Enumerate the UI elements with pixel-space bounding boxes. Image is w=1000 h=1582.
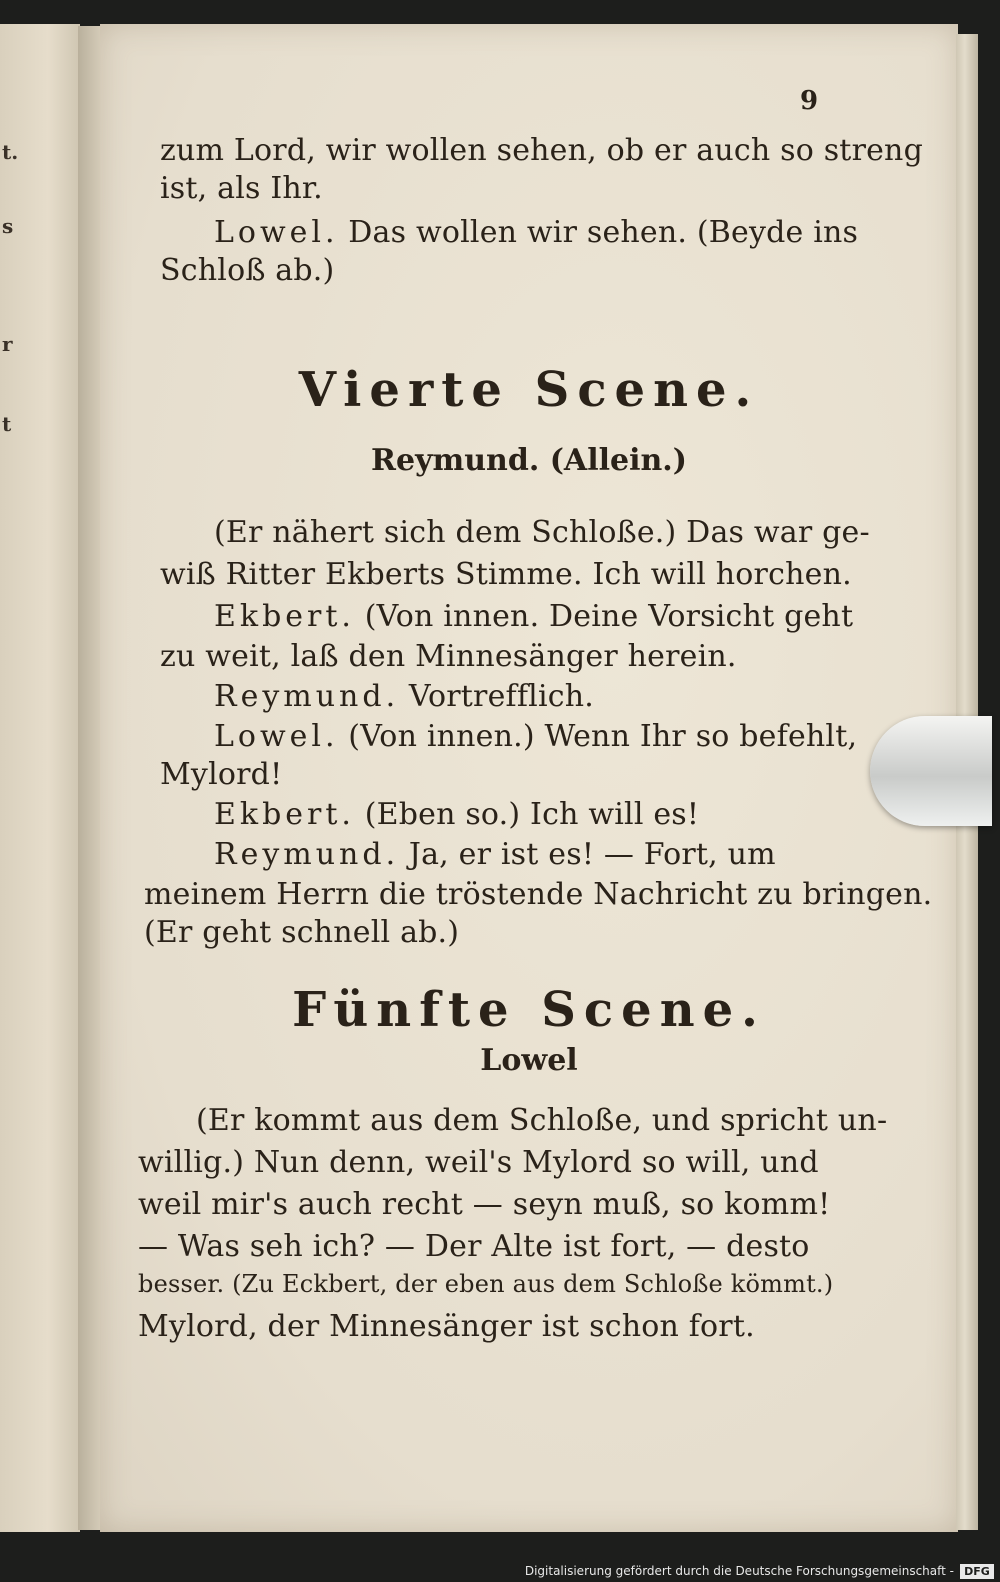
dfg-logo: DFG: [960, 1564, 994, 1579]
text-line: wiß Ritter Ekberts Stimme. Ich will horchen.: [160, 557, 852, 592]
text-line: (Er kommt aus dem Schloße, und spricht un-: [196, 1103, 888, 1138]
page-number: 9: [800, 86, 819, 116]
scene-cast: Lowel: [480, 1043, 578, 1078]
text-line: (Er nähert sich dem Schloße.) Das war ge-: [214, 515, 870, 550]
left-page-fragment: r: [2, 332, 13, 356]
speech-line: [214, 797, 700, 832]
speech-line: [214, 679, 594, 714]
text-line: ist, als Ihr.: [160, 171, 323, 206]
left-page-fragment: t: [2, 412, 12, 436]
speaker-name: Ekbert.: [214, 599, 355, 634]
text-line: weil mir's auch recht — seyn muß, so komm!: [138, 1187, 831, 1222]
scene-cast: Reymund. (Allein.): [371, 443, 687, 478]
scene-heading: Fünfte Scene.: [292, 982, 766, 1038]
speech-text: (Von innen.) Wenn Ihr so befehlt,: [348, 719, 858, 754]
speaker-name: Lowel.: [214, 215, 339, 250]
scene-heading: Vierte Scene.: [298, 362, 760, 418]
speech-text: Ja, er ist es! — Fort, um: [408, 837, 776, 872]
speech-line: [214, 599, 854, 634]
text-line: willig.) Nun denn, weil's Mylord so will, und: [138, 1145, 819, 1180]
speaker-name: Lowel.: [214, 719, 339, 754]
left-page-fragment: t.: [2, 140, 19, 164]
text-line: besser. (Zu Eckbert, der eben aus dem Schloße kömmt.): [138, 1270, 834, 1298]
text-line: Mylord, der Minnesänger ist schon fort.: [138, 1309, 755, 1344]
speech-line: [214, 837, 776, 872]
text-line: zu weit, laß den Minnesänger herein.: [160, 639, 737, 674]
speaker-name: Ekbert.: [214, 797, 355, 832]
speech-line: [214, 719, 858, 754]
speaker-name: Reymund.: [214, 837, 400, 872]
text-line: Mylord!: [160, 757, 283, 792]
speech-line: [214, 215, 859, 250]
speech-text: (Eben so.) Ich will es!: [364, 797, 700, 832]
text-line: — Was seh ich? — Der Alte ist fort, — desto: [138, 1229, 810, 1264]
page-clip: [870, 716, 992, 826]
text-line: meinem Herrn die tröstende Nachricht zu bringen.: [144, 877, 933, 912]
text-line: (Er geht schnell ab.): [144, 915, 460, 950]
speech-text: Das wollen wir sehen. (Beyde ins: [348, 215, 859, 250]
speech-text: (Von innen. Deine Vorsicht geht: [364, 599, 854, 634]
text-line: Schloß ab.): [160, 253, 335, 288]
text-line: zum Lord, wir wollen sehen, ob er auch so streng: [160, 133, 923, 168]
speaker-name: Reymund.: [214, 679, 400, 714]
digitization-credit: Digitalisierung gefördert durch die Deutsche Forschungsgemeinschaft -: [524, 1564, 954, 1578]
speech-text: Vortrefflich.: [408, 679, 594, 714]
left-page-fragment: s: [2, 214, 14, 238]
left-page-edge: [0, 24, 80, 1532]
